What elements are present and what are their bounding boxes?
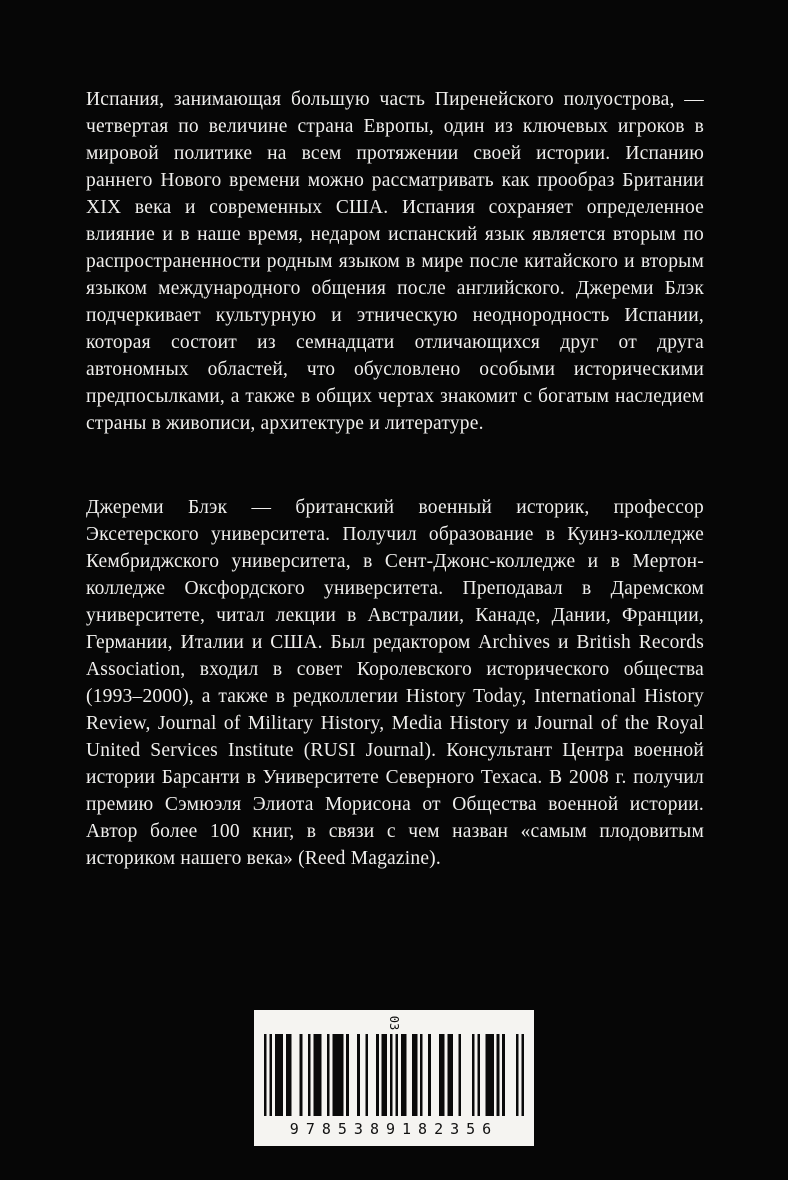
barcode-number: 9785389182356 bbox=[289, 1120, 499, 1138]
cover-text bbox=[86, 86, 704, 872]
barcode-top-label: 03 bbox=[386, 1015, 401, 1031]
barcode bbox=[254, 1010, 534, 1146]
barcode-bars bbox=[264, 1034, 524, 1116]
annotation-paragraph: Испания, занимающая большую часть Пиренейского полуострова, — четвертая по величине страна Европы, один из ключевых игроков в мировой политике на всем протяжении своей истории. Испанию раннего Нового времени можно рассматривать как прообраз Британии XIX века и современных США. Испания сохраняет определенное влияние и в наше время, недаром испанский язык является вторым по распространенности родным языком в мире после китайского и вторым языком международного общения после английского. Джереми Блэк подчеркивает культурную и этническую неоднородность Испании, которая состоит из семнадцати отличающихся друг от друга автономных областей, что обусловлено особыми историческими предпосылками, а также в общих чертах знакомит с богатым наследием страны в живописи, архитектуре и литературе. bbox=[86, 89, 704, 434]
author-bio-paragraph: Джереми Блэк — британский военный историк, профессор Эксетерского университета. Получил образование в Куинз-колледже Кембриджского университета, в Сент-Джонс-колледже и в Мертон-колледже Оксфордского университета. Преподавал в Даремском университете, читал лекции в Австралии, Канаде, Дании, Франции, Германии, Италии и США. Был редактором Archives и British Records Association, входил в совет Королевского исторического общества (1993–2000), а также в редколлегии History Today, International History Review, Journal of Military History, Media History и Journal of the Royal United Services Institute (RUSI Journal). Консультант Центра военной истории Барсанти в Университете Северного Техаса. В 2008 г. получил премию Сэмюэля Элиота Морисона от Общества военной истории. Автор более 100 книг, в связи с чем назван «самым плодовитым историком нашего века» (Reed Magazine). bbox=[86, 497, 704, 869]
barcode-top-label-wrap bbox=[387, 1012, 401, 1034]
